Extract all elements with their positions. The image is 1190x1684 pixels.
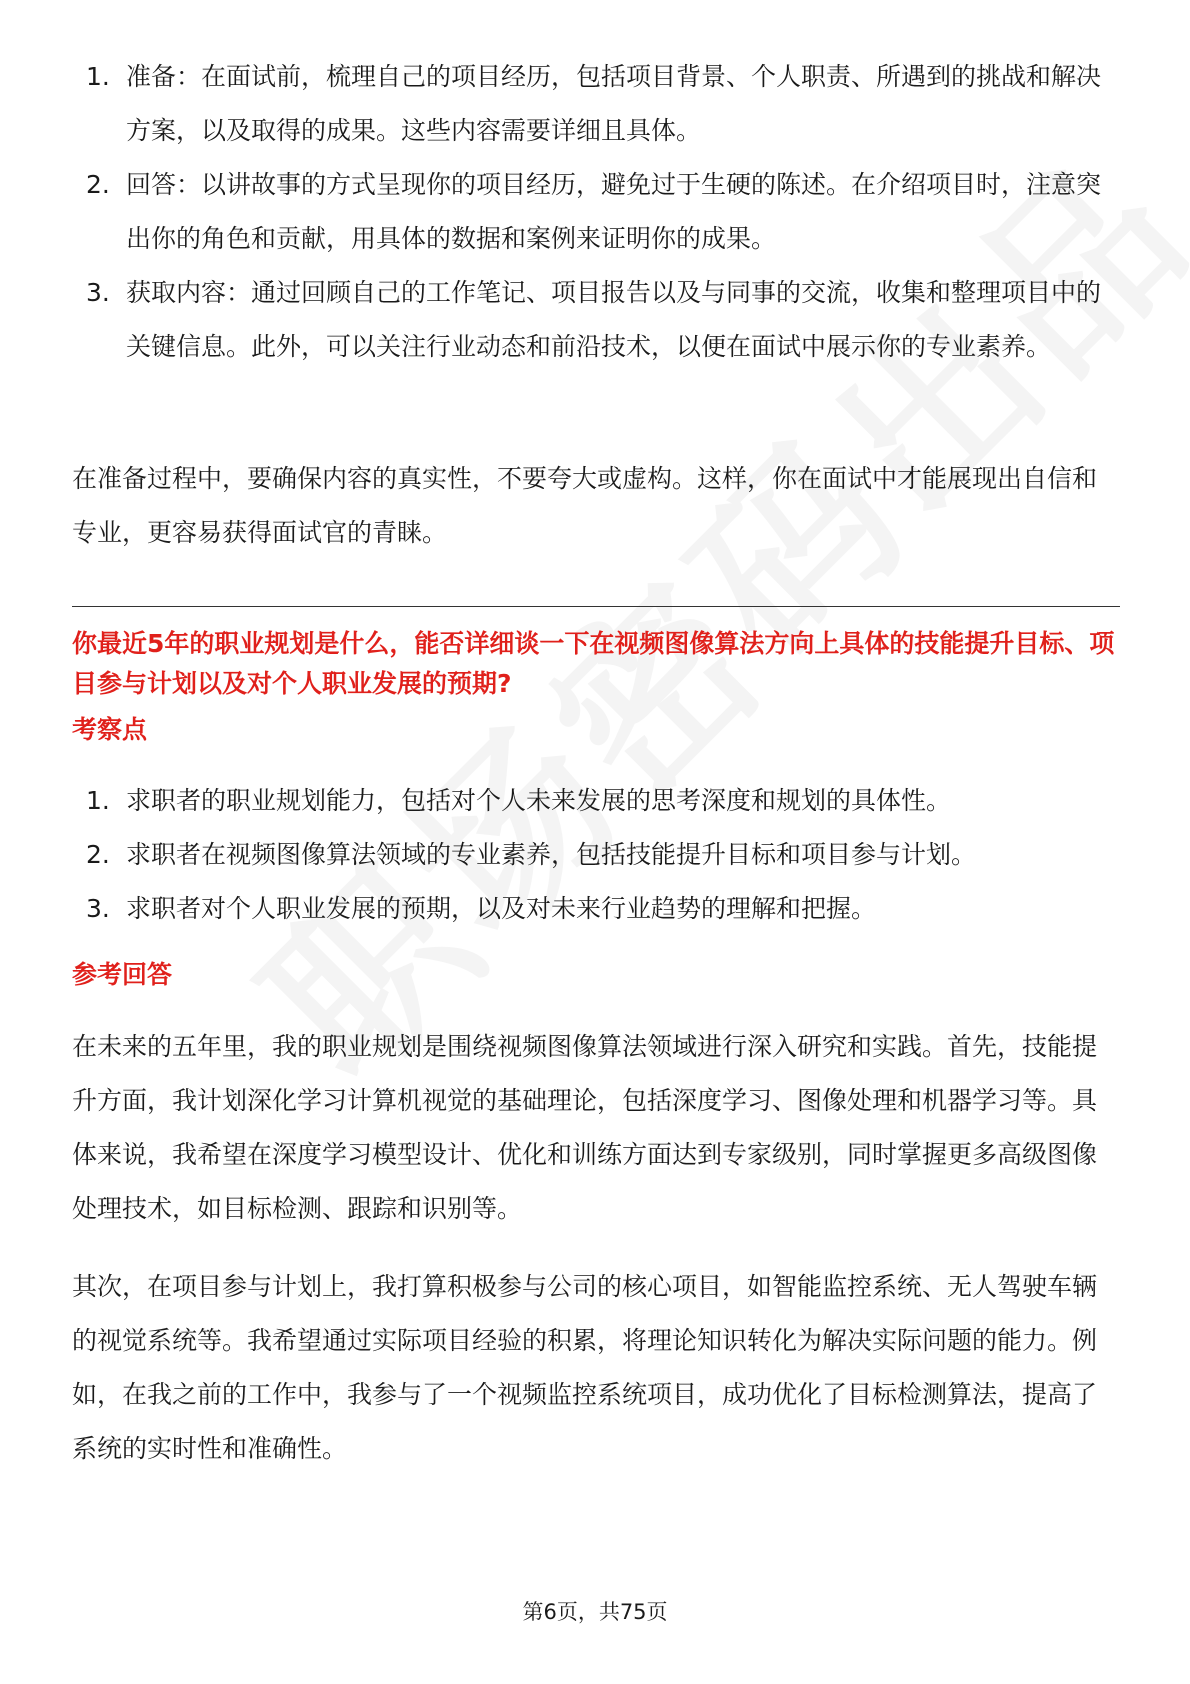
list-number: 1. [86,786,110,815]
list-number: 3. [86,278,110,307]
list-item-text: 求职者在视频图像算法领域的专业素养，包括技能提升目标和项目参与计划。 [126,840,977,869]
list-item [72,774,1120,828]
list-item-text: 求职者的职业规划能力，包括对个人未来发展的思考深度和规划的具体性。 [126,786,952,815]
summary-paragraph: 在准备过程中，要确保内容的真实性，不要夸大或虚构。这样，你在面试中才能展现出自信和专业，更容易获得面试官的青睐。 [72,464,1098,547]
list-number: 3. [86,894,110,923]
list-item-text: 获取内容：通过回顾自己的工作笔记、项目报告以及与同事的交流，收集和整理项目中的关键信息。此外，可以关注行业动态和前沿技术，以便在面试中展示你的专业素养。 [126,278,1102,361]
list-number: 2. [86,170,110,199]
kaochadian-heading: 考察点 [72,715,148,744]
answer-paragraph: 其次，在项目参与计划上，我打算积极参与公司的核心项目，如智能监控系统、无人驾驶车辆的视觉系统等。我希望通过实际项目经验的积累，将理论知识转化为解决实际问题的能力。例如，在我之前的工作中，我参与了一个视频监控系统项目，成功优化了目标检测算法，提高了系统的实时性和准确性。 [72,1272,1098,1463]
list-item [72,828,1120,882]
list-item-text: 回答：以讲故事的方式呈现你的项目经历，避免过于生硬的陈述。在介绍项目时，注意突出你的角色和贡献，用具体的数据和案例来证明你的成果。 [126,170,1102,253]
list-number: 1. [86,62,110,91]
list-item [72,50,1120,158]
list-item-text: 求职者对个人职业发展的预期，以及对未来行业趋势的理解和把握。 [126,894,877,923]
list-number: 2. [86,840,110,869]
reference-answer-heading: 参考回答 [72,960,173,989]
page-number: 第6页，共75页 [522,1600,668,1624]
list-item-text: 准备：在面试前，梳理自己的项目经历，包括项目背景、个人职责、所遇到的挑战和解决方案，以及取得的成果。这些内容需要详细且具体。 [126,62,1102,145]
list-item [72,882,1120,936]
assessment-list [72,774,1120,936]
question-heading: 你最近5年的职业规划是什么，能否详细谈一下在视频图像算法方向上具体的技能提升目标、项目参与计划以及对个人职业发展的预期? [72,629,1115,698]
list-item [72,266,1120,374]
answer-paragraph: 在未来的五年里，我的职业规划是围绕视频图像算法领域进行深入研究和实践。首先，技能提升方面，我计划深化学习计算机视觉的基础理论，包括深度学习、图像处理和机器学习等。具体来说，我希望在深度学习模型设计、优化和训练方面达到专家级别，同时掌握更多高级图像处理技术，如目标检测、跟踪和识别等。 [72,1032,1098,1223]
section-divider [72,606,1120,607]
list-item [72,158,1120,266]
preparation-list [72,50,1120,374]
